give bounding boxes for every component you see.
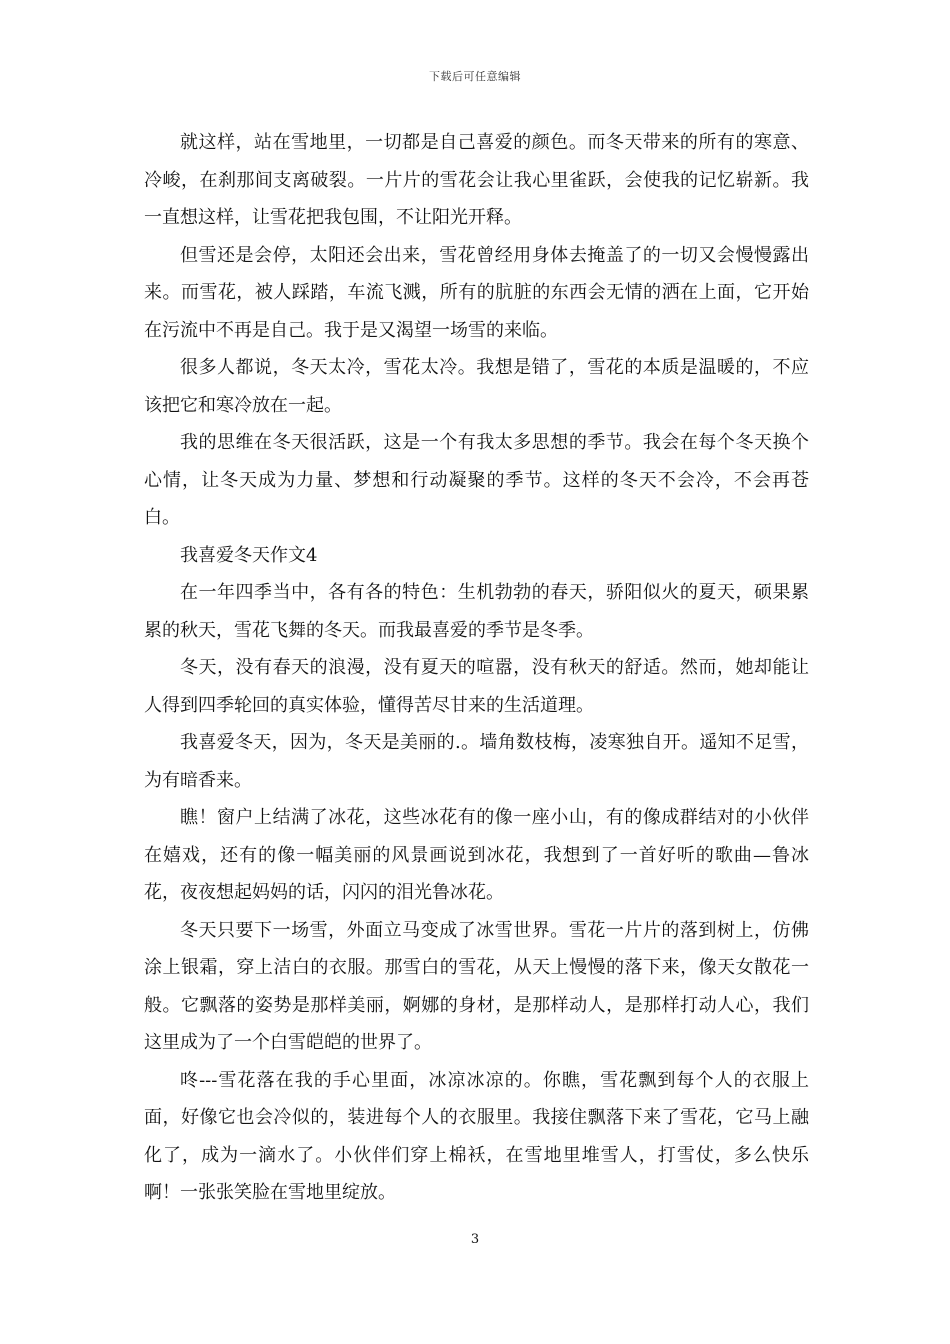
paragraph: 冬天，没有春天的浪漫，没有夏天的喧嚣，没有秋天的舒适。然而，她却能让人得到四季轮回的真实体验，懂得苦尽甘来的生活道理。	[144, 657, 809, 716]
paragraph: 我喜爱冬天，因为，冬天是美丽的.。墙角数枝梅，凌寒独自开。遥知不足雪，为有暗香来。	[144, 732, 809, 791]
section-heading: 我喜爱冬天作文4	[180, 544, 318, 566]
paragraph: 冬天只要下一场雪，外面立马变成了冰雪世界。雪花一片片的落到树上，仿佛涂上银霜，穿上洁白的衣服。那雪白的雪花，从天上慢慢的落下来，像天女散花一般。它飘落的姿势是那样美丽，婀娜的身材，是那样动人，是那样打动人心，我们这里成为了一个白雪皑皑的世界了。	[144, 919, 809, 1053]
paragraph: 很多人都说，冬天太冷，雪花太冷。我想是错了，雪花的本质是温暖的，不应该把它和寒冷放在一起。	[144, 357, 809, 416]
paragraph: 我的思维在冬天很活跃，这是一个有我太多思想的季节。我会在每个冬天换个心情，让冬天成为力量、梦想和行动凝聚的季节。这样的冬天不会冷，不会再苍白。	[144, 432, 809, 528]
paragraph: 但雪还是会停，太阳还会出来，雪花曾经用身体去掩盖了的一切又会慢慢露出来。而雪花，被人踩踏，车流飞溅，所有的肮脏的东西会无情的洒在上面，它开始在污流中不再是自己。我于是又渴望一场雪的来临。	[144, 244, 809, 341]
paragraph: 瞧！窗户上结满了冰花，这些冰花有的像一座小山，有的像成群结对的小伙伴在嬉戏，还有的像一幅美丽的风景画说到冰花，我想到了一首好听的歌曲—鲁冰花，夜夜想起妈妈的话，闪闪的泪光鲁冰花。	[144, 807, 809, 903]
paragraph: 在一年四季当中，各有各的特色：生机勃勃的春天，骄阳似火的夏天，硕果累累的秋天，雪花飞舞的冬天。而我最喜爱的季节是冬季。	[144, 582, 809, 641]
paragraph: 咚---雪花落在我的手心里面，冰凉冰凉的。你瞧，雪花飘到每个人的衣服上面，好像它也会冷似的，装进每个人的衣服里。我接住飘落下来了雪花，它马上融化了，成为一滴水了。小伙伴们穿上棉袄，在雪地里堆雪人，打雪仗，多么快乐啊！一张张笑脸在雪地里绽放。	[144, 1069, 809, 1203]
page-header: 下载后可任意编辑	[429, 70, 521, 83]
paragraph: 就这样，站在雪地里，一切都是自己喜爱的颜色。而冬天带来的所有的寒意、冷峻，在刹那间支离破裂。一片片的雪花会让我心里雀跃，会使我的记忆崭新。我一直想这样，让雪花把我包围，不让阳光开释。	[144, 132, 809, 228]
page-number: 3	[470, 1232, 480, 1247]
document-body	[144, 124, 809, 1212]
